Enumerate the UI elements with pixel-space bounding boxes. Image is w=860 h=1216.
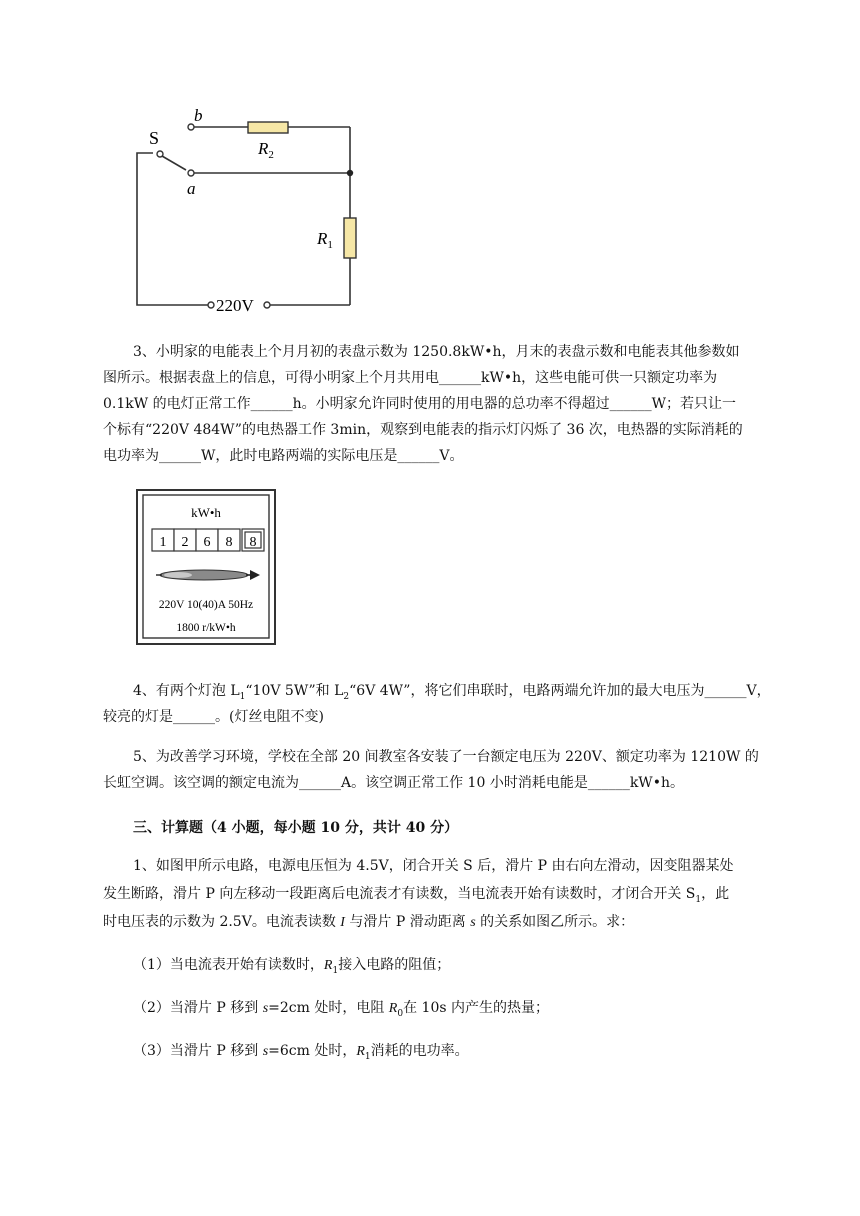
meter-digit-5: 8 bbox=[249, 535, 257, 550]
q3-line-1: 3、小明家的电能表上个月月初的表盘示数为 1250.8kW•h，月末的表盘示数和电能表其他参数如 bbox=[133, 344, 740, 360]
q4-text-b: “10V 5W”和 L bbox=[245, 683, 344, 699]
electric-meter-figure bbox=[136, 489, 276, 645]
c1-s2-c: 在 10s 内产生的热量； bbox=[403, 1000, 549, 1016]
c1-s3-b: =6cm 处时， bbox=[268, 1043, 357, 1059]
c1-s1-a: （1）当电流表开始有读数时， bbox=[133, 957, 324, 973]
c1-line-3 bbox=[103, 908, 803, 937]
c1-s1-b: 接入电路的阻值； bbox=[338, 957, 451, 973]
switch-pivot bbox=[157, 151, 163, 157]
c1-s2-s: s bbox=[262, 1001, 269, 1016]
c1-s3-sub: 1 bbox=[364, 1051, 371, 1062]
q5-line-2: 长虹空调。该空调的额定电流为______A。该空调正常工作 10 小时消耗电能是______kW•h。 bbox=[103, 775, 684, 791]
c1-s3-r: R bbox=[356, 1044, 365, 1059]
c1-s2-r: R bbox=[388, 1001, 398, 1016]
resistor-r1 bbox=[344, 218, 356, 258]
r1-label: $R_1$ bbox=[317, 229, 333, 251]
c1-s1-sub: 1 bbox=[332, 965, 339, 976]
c1-line-3-s: s bbox=[470, 915, 476, 930]
q4-line-2: 较亮的灯是______。(灯丝电阻不变) bbox=[103, 709, 324, 725]
c1-line-3-a: 时电压表的示数为 2.5V。电流表读数 bbox=[103, 914, 341, 930]
left-wire bbox=[137, 153, 208, 305]
c1-s3-c: 消耗的电功率。 bbox=[370, 1043, 469, 1059]
c1-line-3-i: I bbox=[340, 915, 345, 930]
c1-s3-a: （3）当滑片 P 移到 bbox=[133, 1043, 263, 1059]
q4-text-c: “6V 4W”，将它们串联时，电路两端允许加的最大电压为______V， bbox=[349, 683, 771, 699]
q4-sub-2: 2 bbox=[343, 691, 350, 702]
meter-digit-4: 8 bbox=[225, 535, 233, 550]
meter-disk-arrow-icon bbox=[156, 570, 260, 580]
q5-line-1: 5、为改善学习环境，学校在全部 20 间教室各安装了一台额定电压为 220V、额定功率为 1210W 的 bbox=[133, 749, 759, 765]
meter-spec-line-2: 1800 r/kW•h bbox=[176, 622, 236, 634]
c1-subquestion-2 bbox=[133, 998, 549, 1024]
meter-digit-1: 1 bbox=[159, 535, 167, 550]
terminal-a-dot bbox=[188, 170, 194, 176]
c1-s2-sub: 0 bbox=[397, 1008, 404, 1019]
source-terminal-left bbox=[208, 302, 214, 308]
q4-sub-1: 1 bbox=[239, 691, 246, 702]
c1-line-3-c: 的关系如图乙所示。求： bbox=[475, 914, 635, 930]
c1-s2-a: （2）当滑片 P 移到 bbox=[133, 1000, 263, 1016]
c1-s3-s: s bbox=[262, 1044, 269, 1059]
c1-subquestion-1 bbox=[133, 955, 450, 981]
c1-line-1: 1、如图甲所示电路，电源电压恒为 4.5V，闭合开关 S 后，滑片 P 由右向左滑动，因变阻器某处 bbox=[133, 858, 734, 874]
source-terminal-right bbox=[264, 302, 270, 308]
q3-line-3: 0.1kW 的电灯正常工作______h。小明家允许同时使用的用电器的总功率不得超过______W；若只让一 bbox=[103, 396, 736, 412]
r2-label: $R_2$ bbox=[258, 139, 274, 161]
meter-unit: kW•h bbox=[191, 505, 221, 520]
switch-label: S bbox=[149, 128, 160, 148]
q3-line-2: 图所示。根据表盘上的信息，可得小明家上个月共用电______kW•h，这些电能可供一只额定功率为 bbox=[103, 370, 718, 386]
q3-line-4: 个标有“220V 484W”的电热器工作 3min，观察到电能表的指示灯闪烁了 36 次，电热器的实际消耗的 bbox=[103, 422, 743, 438]
terminal-b-label: b bbox=[194, 106, 203, 125]
c1-line-2-b: ，此 bbox=[701, 886, 730, 902]
circuit-diagram bbox=[120, 100, 380, 320]
c1-line-3-b: 与滑片 P 滑动距离 bbox=[344, 914, 471, 930]
source-label: 220V bbox=[216, 296, 254, 315]
switch-blade bbox=[162, 156, 186, 170]
meter-digit-2: 2 bbox=[181, 535, 189, 550]
terminal-a-label: a bbox=[187, 179, 196, 198]
c1-line-2-a: 发生断路，滑片 P 向左移动一段距离后电流表才有读数，当电流表开始有读数时，才闭合开关 S bbox=[103, 886, 696, 902]
junction-dot bbox=[347, 170, 353, 176]
c1-subquestion-3 bbox=[133, 1041, 469, 1067]
c1-s1-r: R bbox=[323, 958, 333, 973]
meter-digit-3: 6 bbox=[203, 535, 211, 550]
resistor-r2 bbox=[248, 122, 288, 133]
c1-line-2-sub: 1 bbox=[695, 894, 702, 905]
meter-spec-line-1: 220V 10(40)A 50Hz bbox=[158, 599, 254, 611]
q3-line-5: 电功率为______W，此时电路两端的实际电压是______V。 bbox=[103, 448, 464, 464]
section-3-heading: 三、计算题（4 小题，每小题 10 分，共计 40 分） bbox=[133, 820, 459, 836]
c1-s2-b: =2cm 处时，电阻 bbox=[268, 1000, 389, 1016]
q4-text-a: 4、有两个灯泡 L bbox=[133, 683, 240, 699]
